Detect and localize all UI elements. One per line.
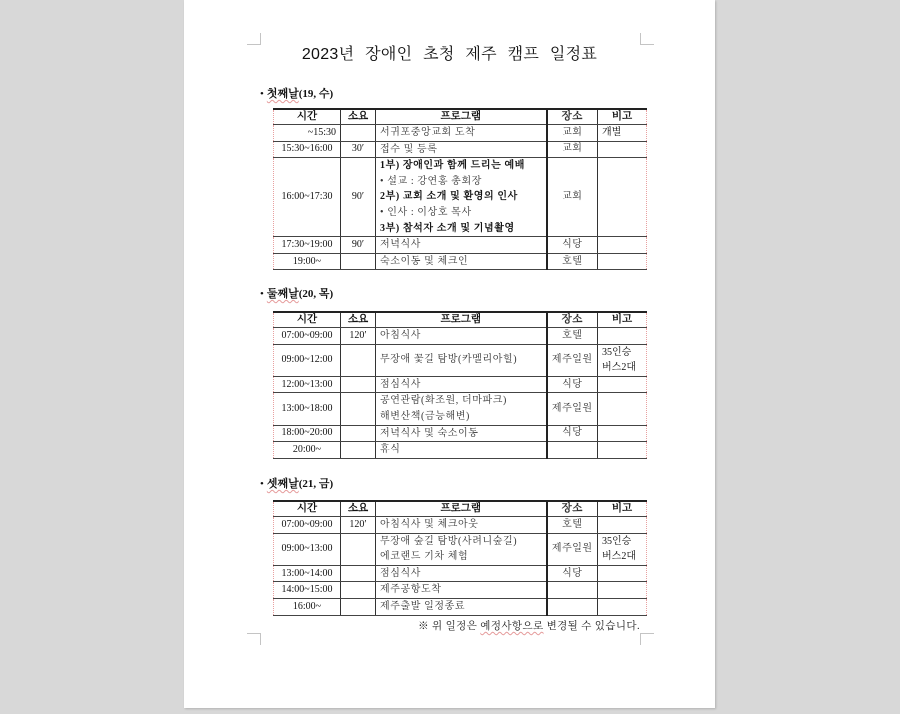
cell-time: ~15:30 [274, 125, 341, 142]
cell-program [376, 517, 547, 534]
cell-time: 16:00~17:30 [274, 158, 341, 237]
cell-note [598, 425, 647, 442]
cell-place: 교회 [547, 125, 598, 142]
table-row [274, 125, 647, 142]
cell-note [598, 158, 647, 237]
cell-duration [341, 582, 376, 599]
program-line: 아침식사 [380, 330, 422, 341]
cell-note [598, 393, 647, 425]
cell-program [376, 376, 547, 393]
program-line: 점심식사 [380, 567, 422, 579]
cell-duration: 90′ [341, 237, 376, 254]
document-title: 2023년 장애인 초청 제주 캠프 일정표 [301, 46, 598, 63]
program-line: 2부) 교회 소개 및 환영의 인사 [380, 191, 518, 203]
col-header-note: 비고 [598, 109, 647, 125]
program-line: 아침식사 및 체크아웃 [380, 519, 479, 530]
col-header-note: 비고 [598, 312, 647, 328]
cell-time: 07:00~09:00 [274, 517, 341, 534]
day-heading-2 [260, 285, 333, 301]
cell-time: 07:00~09:00 [274, 328, 341, 345]
cell-time: 19:00~ [274, 253, 341, 270]
note-line: 35인승 [602, 346, 632, 358]
table-row [274, 237, 647, 254]
cell-place: 호텔 [547, 328, 598, 345]
day-date: (19, 수) [298, 88, 334, 100]
col-header-program: 프로그램 [376, 109, 547, 125]
program-line: 제주공항도착 [380, 584, 442, 596]
table-row [274, 442, 647, 459]
schedule-table-day1 [273, 108, 647, 270]
cell-duration [341, 253, 376, 270]
program-line: 해변산책(금능해변) [380, 410, 470, 422]
table-row [274, 344, 647, 376]
program-line: • 설교 : 강연홍 총회장 [380, 175, 482, 187]
table-row [274, 582, 647, 599]
program-line: 에코랜드 기차 체험 [380, 551, 469, 563]
cell-time: 20:00~ [274, 442, 341, 459]
margin-corner-mark [640, 633, 654, 645]
cell-time: 09:00~12:00 [274, 344, 341, 376]
cell-place: 제주일원 [547, 533, 598, 565]
cell-time: 17:30~19:00 [274, 237, 341, 254]
cell-program [376, 253, 547, 270]
cell-note [598, 582, 647, 599]
cell-time: 15:30~16:00 [274, 141, 341, 158]
cell-program [376, 125, 547, 142]
cell-note [598, 141, 647, 158]
cell-program [376, 582, 547, 599]
day-heading-1 [260, 85, 333, 101]
cell-note [598, 344, 647, 376]
col-header-time: 시간 [274, 501, 341, 517]
cell-duration [341, 425, 376, 442]
note-line: 버스2대 [602, 551, 636, 563]
cell-duration [341, 125, 376, 142]
program-line: 3부) 참석자 소개 및 기념촬영 [380, 222, 515, 234]
table-row [274, 141, 647, 158]
program-line: 저녁식사 및 숙소이동 [380, 427, 479, 439]
note-line: 버스2대 [602, 362, 636, 374]
day-date: (20, 목) [298, 288, 334, 300]
cell-note [598, 565, 647, 582]
col-header-time: 시간 [274, 312, 341, 328]
cell-note [598, 125, 647, 142]
cell-place [547, 582, 598, 599]
footnote [418, 618, 640, 633]
cell-duration [341, 344, 376, 376]
bullet-icon: • [260, 288, 264, 300]
note-line: 35인승 [602, 535, 632, 547]
program-line: 휴식 [380, 444, 401, 456]
table-header-row [274, 109, 647, 125]
table-header-row [274, 312, 647, 328]
cell-note [598, 376, 647, 393]
cell-place: 교회 [547, 158, 598, 237]
margin-corner-mark [247, 633, 261, 645]
cell-duration: 120′ [341, 328, 376, 345]
table-header-row [274, 501, 647, 517]
cell-time: 14:00~15:00 [274, 582, 341, 599]
bullet-icon: • [260, 478, 264, 490]
table-row [274, 517, 647, 534]
cell-place: 제주일원 [547, 344, 598, 376]
program-line: 1부) 장애인과 함께 드리는 예배 [380, 160, 526, 172]
col-header-time: 시간 [274, 109, 341, 125]
cell-program [376, 565, 547, 582]
cell-place: 호텔 [547, 517, 598, 534]
day-label: 셋째날 [266, 478, 299, 490]
cell-note [598, 533, 647, 565]
program-line: 점심식사 [380, 378, 422, 390]
program-line: 접수 및 등록 [380, 143, 438, 155]
cell-note [598, 517, 647, 534]
cell-duration: 120′ [341, 517, 376, 534]
cell-duration [341, 565, 376, 582]
cell-place: 제주일원 [547, 393, 598, 425]
schedule-table-day3 [273, 500, 647, 616]
cell-program [376, 393, 547, 425]
cell-program [376, 425, 547, 442]
footnote-prefix: ※ 위 일정은 [418, 621, 481, 632]
cell-program [376, 237, 547, 254]
table-row [274, 425, 647, 442]
cell-time: 16:00~ [274, 598, 341, 615]
cell-program [376, 141, 547, 158]
cell-place: 식당 [547, 376, 598, 393]
day-heading-3 [260, 475, 333, 491]
col-header-place: 장소 [547, 501, 598, 517]
cell-time: 13:00~18:00 [274, 393, 341, 425]
bullet-icon: • [260, 88, 264, 100]
cell-time: 18:00~20:00 [274, 425, 341, 442]
col-header-program: 프로그램 [376, 312, 547, 328]
cell-note [598, 253, 647, 270]
table-row [274, 328, 647, 345]
cell-note [598, 442, 647, 459]
cell-place [547, 598, 598, 615]
cell-duration: 90′ [341, 158, 376, 237]
cell-place: 식당 [547, 565, 598, 582]
table-row [274, 565, 647, 582]
day-label: 첫째날 [266, 88, 299, 100]
table-row [274, 376, 647, 393]
program-line: 무장애 숲길 탐방(사려니숲길) [380, 535, 518, 547]
table-row [274, 158, 647, 237]
cell-place: 교회 [547, 141, 598, 158]
cell-duration [341, 442, 376, 459]
schedule-table-day2 [273, 311, 647, 459]
program-line: 서귀포중앙교회 도착 [380, 127, 476, 138]
cell-place: 식당 [547, 237, 598, 254]
col-header-duration: 소요 [341, 312, 376, 328]
program-line: 무장애 꽃길 탐방(카멜리아힐) [380, 354, 518, 366]
cell-place: 식당 [547, 425, 598, 442]
cell-program [376, 533, 547, 565]
program-line: 공연관람(화조원, 더마파크) [380, 395, 507, 407]
cell-duration: 30′ [341, 141, 376, 158]
col-header-place: 장소 [547, 109, 598, 125]
col-header-duration: 소요 [341, 501, 376, 517]
program-line: 숙소이동 및 체크인 [380, 255, 469, 267]
cell-duration [341, 598, 376, 615]
document-page [184, 0, 715, 708]
col-header-place: 장소 [547, 312, 598, 328]
cell-program [376, 328, 547, 345]
col-header-program: 프로그램 [376, 501, 547, 517]
table-row [274, 533, 647, 565]
cell-place [547, 442, 598, 459]
program-line: 제주출발 일정종료 [380, 600, 466, 612]
cell-time: 09:00~13:00 [274, 533, 341, 565]
table-row [274, 253, 647, 270]
cell-note [598, 328, 647, 345]
day-label: 둘째날 [266, 288, 299, 300]
day-date: (21, 금) [298, 478, 334, 490]
cell-program [376, 158, 547, 237]
cell-duration [341, 393, 376, 425]
cell-note [598, 598, 647, 615]
cell-duration [341, 533, 376, 565]
col-header-duration: 소요 [341, 109, 376, 125]
footnote-highlight: 예정사항으로 [480, 621, 544, 632]
cell-time: 13:00~14:00 [274, 565, 341, 582]
cell-program [376, 442, 547, 459]
cell-place: 호텔 [547, 253, 598, 270]
table-row [274, 393, 647, 425]
cell-program [376, 344, 547, 376]
col-header-note: 비고 [598, 501, 647, 517]
table-row [274, 598, 647, 615]
cell-time: 12:00~13:00 [274, 376, 341, 393]
note-line: 개별 [602, 127, 622, 138]
cell-duration [341, 376, 376, 393]
footnote-suffix: 변경될 수 있습니다. [543, 621, 640, 632]
program-line: • 인사 : 이상호 목사 [380, 206, 472, 218]
cell-note [598, 237, 647, 254]
cell-program [376, 598, 547, 615]
program-line: 저녁식사 [380, 239, 422, 251]
